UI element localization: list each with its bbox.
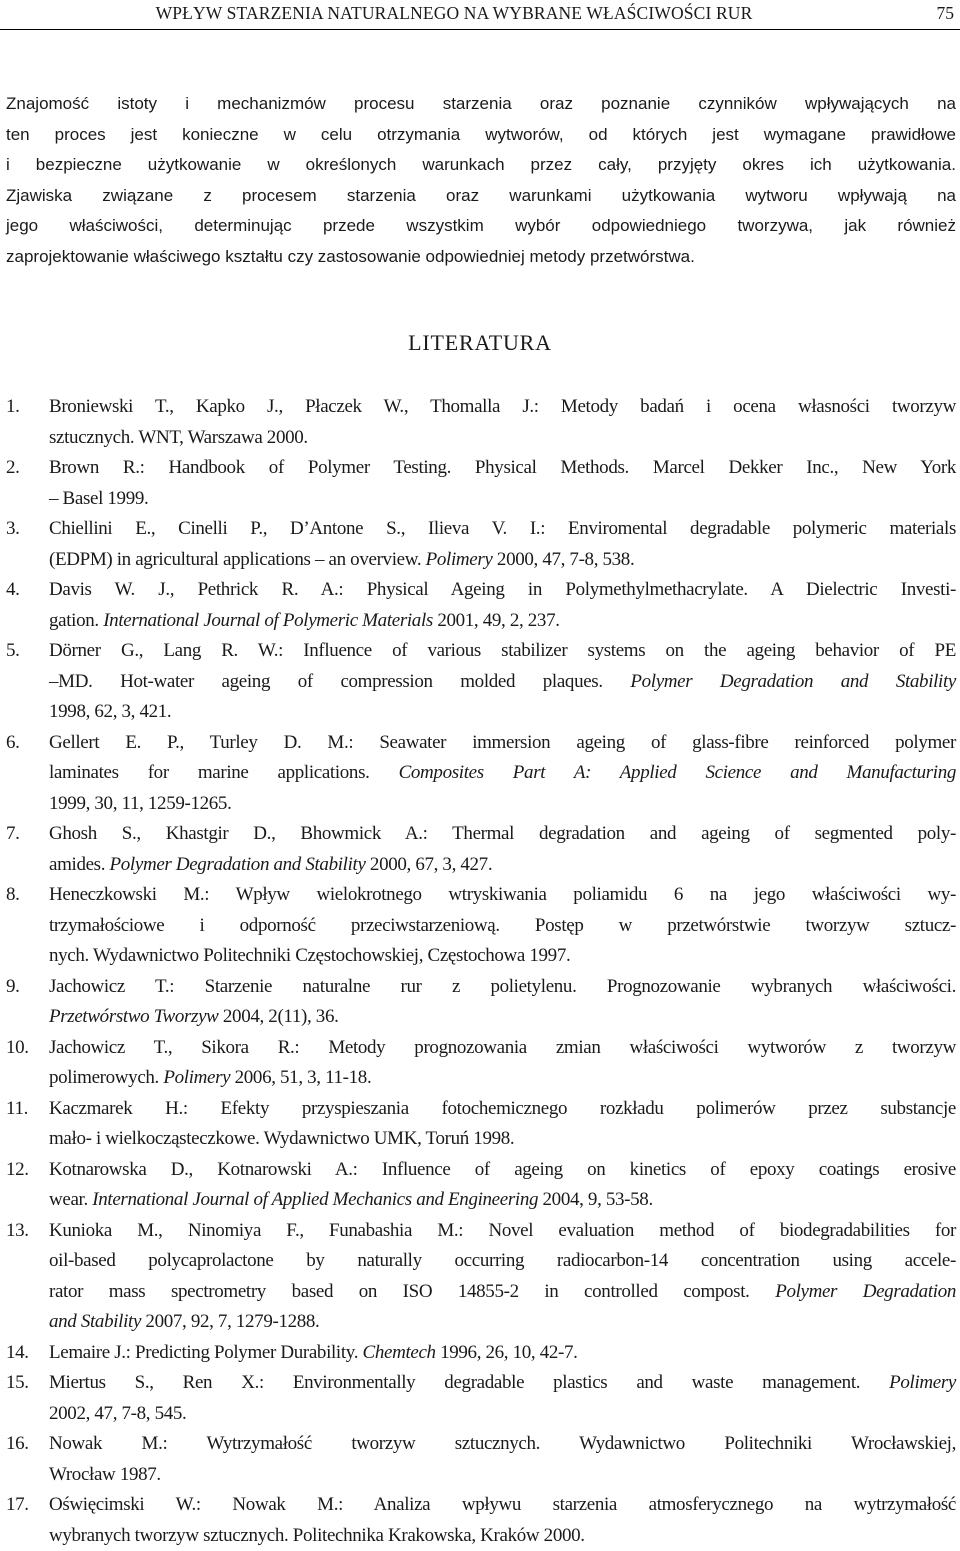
reference-text: Kotnarowska D., Kotnarowski A.: Influence of ageing on kinetics of epoxy coatings erosive [49,1159,956,1180]
reference-number: 17. [6,1490,29,1521]
reference-text: 2000, 67, 3, 427. [366,854,493,875]
page-number: 75 [937,3,955,24]
reference-text: (EDPM) in agricultural applications – an overview. [49,549,426,570]
reference-item [6,514,956,575]
reference-text: Dörner G., Lang R. W.: Influence of various stabilizer systems on the ageing behavior of PE [49,640,956,661]
section-heading: LITERATURA [0,330,960,356]
reference-line [49,758,956,789]
reference-line [49,697,956,728]
reference-source-title: Polimery [163,1067,230,1088]
reference-line [49,1216,956,1247]
reference-text: 1998, 62, 3, 421. [49,701,171,722]
reference-text: mało- i wielkocząsteczkowe. Wydawnictwo UMK, Toruń 1998. [49,1128,514,1149]
reference-text: rator mass spectrometry based on ISO 14855-2 in controlled compost. [49,1281,775,1302]
reference-text: Gellert E. P., Turley D. M.: Seawater immersion ageing of glass-fibre reinforced polymer [49,732,956,753]
reference-line [49,1338,956,1369]
reference-number: 13. [6,1216,29,1247]
reference-item [6,1338,956,1369]
reference-line [49,880,956,911]
reference-text: Jachowicz T.: Starzenie naturalne rur z polietylenu. Prognozowanie wybranych właściwości. [49,976,956,997]
reference-text: Broniewski T., Kapko J., Płaczek W., Thomalla J.: Metody badań i ocena własności tworzyw [49,396,956,417]
reference-number: 11. [6,1094,28,1125]
reference-item [6,1490,956,1551]
reference-line [49,1429,956,1460]
reference-number: 15. [6,1368,29,1399]
reference-text: 1999, 30, 11, 1259-1265. [49,793,231,814]
reference-item [6,972,956,1033]
reference-text: –MD. Hot-water ageing of compression molded plaques. [49,671,630,692]
reference-number: 2. [6,453,20,484]
reference-text: 2007, 92, 7, 1279-1288. [141,1311,319,1332]
reference-text: 2006, 51, 3, 11-18. [230,1067,371,1088]
intro-line: i bezpieczne użytkowanie w określonych warunkach przez cały, przyjęty okres ich użytkowania. [6,150,956,181]
reference-line [49,575,956,606]
reference-text: – Basel 1999. [49,488,148,509]
reference-line [49,972,956,1003]
intro-line: Zjawiska związane z procesem starzenia oraz warunkami użytkowania wytworu wpływają na [6,181,956,212]
reference-text: Miertus S., Ren X.: Environmentally degradable plastics and waste management. [49,1372,889,1393]
reference-text: Kaczmarek H.: Efekty przyspieszania fotochemicznego rozkładu polimerów przez substancje [49,1098,956,1119]
reference-source-title: Polymer Degradation [775,1281,956,1302]
reference-text: trzymałościowe i odporność przeciwstarzeniową. Postęp w przetwórstwie tworzyw sztucz- [49,915,956,936]
reference-item [6,1216,956,1338]
reference-text: 2001, 49, 2, 237. [433,610,560,631]
reference-number: 9. [6,972,20,1003]
reference-list [6,392,956,1551]
reference-text: wear. [49,1189,92,1210]
reference-text: oil-based polycaprolactone by naturally occurring radiocarbon-14 concentration using accele- [49,1250,956,1271]
reference-number: 8. [6,880,20,911]
reference-text: Lemaire J.: Predicting Polymer Durability. [49,1342,363,1363]
reference-text: nych. Wydawnictwo Politechniki Częstochowskiej, Częstochowa 1997. [49,945,570,966]
intro-line: jego właściwości, determinując przede wszystkim wybór odpowiedniego tworzywa, jak również [6,211,956,242]
reference-line [49,1033,956,1064]
intro-line: ten proces jest konieczne w celu otrzymania wytworów, od których jest wymagane prawidłowe [6,120,956,151]
reference-number: 5. [6,636,20,667]
reference-text: Kunioka M., Ninomiya F., Funabashia M.: Novel evaluation method of biodegradabilities for [49,1220,956,1241]
reference-number: 16. [6,1429,29,1460]
reference-text: 2004, 9, 53-58. [538,1189,653,1210]
page-header [0,0,960,30]
reference-text: 2000, 47, 7-8, 538. [493,549,635,570]
reference-number: 6. [6,728,20,759]
reference-line [49,728,956,759]
reference-item [6,1429,956,1490]
reference-line [49,1246,956,1277]
reference-text: Chiellini E., Cinelli P., D’Antone S., Ilieva V. I.: Enviromental degradable polymeric materials [49,518,956,539]
reference-source-title: Polymer Degradation and Stability [630,671,956,692]
reference-text: Jachowicz T., Sikora R.: Metody prognozowania zmian właściwości wytworów z tworzyw [49,1037,956,1058]
reference-item [6,1033,956,1094]
reference-item [6,453,956,514]
reference-line [49,1155,956,1186]
reference-line [49,850,956,881]
reference-line [49,1460,956,1491]
reference-text: sztucznych. WNT, Warszawa 2000. [49,427,308,448]
reference-line [49,1521,956,1551]
reference-text: Ghosh S., Khastgir D., Bhowmick A.: Thermal degradation and ageing of segmented poly- [49,823,956,844]
reference-line [49,941,956,972]
intro-line: Znajomość istoty i mechanizmów procesu starzenia oraz poznanie czynników wpływających na [6,89,956,120]
reference-source-title: Chemtech [363,1342,436,1363]
reference-text: Oświęcimski W.: Nowak M.: Analiza wpływu starzenia atmosferycznego na wytrzymałość [49,1494,956,1515]
reference-line [49,1307,956,1338]
reference-number: 1. [6,392,20,423]
reference-source-title: Polimery [426,549,493,570]
reference-item [6,1155,956,1216]
reference-text: Wrocław 1987. [49,1464,161,1485]
reference-line [49,545,956,576]
reference-line [49,911,956,942]
reference-number: 3. [6,514,20,545]
reference-item [6,392,956,453]
reference-text: Davis W. J., Pethrick R. A.: Physical Ageing in Polymethylmethacrylate. A Dielectric Investi- [49,579,956,600]
reference-line [49,1399,956,1430]
reference-number: 4. [6,575,20,606]
reference-line [49,453,956,484]
reference-text: amides. [49,854,110,875]
reference-source-title: Polymer Degradation and Stability [110,854,366,875]
reference-item [6,575,956,636]
reference-line [49,484,956,515]
reference-item [6,636,956,728]
reference-item [6,1368,956,1429]
reference-text: 2004, 2(11), 36. [219,1006,339,1027]
reference-line [49,606,956,637]
reference-text: 2002, 47, 7-8, 545. [49,1403,186,1424]
reference-item [6,1094,956,1155]
reference-line [49,1185,956,1216]
reference-text: Nowak M.: Wytrzymałość tworzyw sztucznych. Wydawnictwo Politechniki Wrocławskiej, [49,1433,956,1454]
reference-text: 1996, 26, 10, 42-7. [436,1342,578,1363]
reference-number: 14. [6,1338,29,1369]
reference-line [49,1124,956,1155]
intro-line: zaprojektowanie właściwego kształtu czy zastosowanie odpowiedniej metody przetwórstwa. [6,242,956,273]
reference-number: 7. [6,819,20,850]
reference-line [49,392,956,423]
reference-line [49,1063,956,1094]
reference-source-title: Polimery [889,1372,956,1393]
reference-line [49,667,956,698]
reference-line [49,423,956,454]
reference-number: 12. [6,1155,29,1186]
reference-source-title: International Journal of Applied Mechanics and Engineering [92,1189,538,1210]
reference-line [49,514,956,545]
reference-item [6,819,956,880]
reference-text: gation. [49,610,103,631]
running-title: WPŁYW STARZENIA NATURALNEGO NA WYBRANE WŁAŚCIWOŚCI RUR [0,3,908,24]
reference-line [49,1368,956,1399]
reference-item [6,880,956,972]
intro-paragraph [6,89,956,273]
reference-line [49,1002,956,1033]
reference-text: laminates for marine applications. [49,762,399,783]
reference-source-title: Composites Part A: Applied Science and Manufacturing [399,762,956,783]
reference-line [49,1277,956,1308]
reference-source-title: International Journal of Polymeric Materials [103,610,433,631]
reference-source-title: Przetwórstwo Tworzyw [49,1006,219,1027]
reference-text: polimerowych. [49,1067,163,1088]
reference-text: wybranych tworzyw sztucznych. Politechnika Krakowska, Kraków 2000. [49,1525,585,1546]
reference-line [49,1490,956,1521]
reference-item [6,728,956,820]
reference-source-title: and Stability [49,1311,141,1332]
reference-line [49,1094,956,1125]
reference-text: Brown R.: Handbook of Polymer Testing. Physical Methods. Marcel Dekker Inc., New York [49,457,956,478]
reference-line [49,789,956,820]
reference-text: Heneczkowski M.: Wpływ wielokrotnego wtryskiwania poliamidu 6 na jego właściwości wy- [49,884,956,905]
reference-line [49,819,956,850]
reference-line [49,636,956,667]
reference-number: 10. [6,1033,29,1064]
